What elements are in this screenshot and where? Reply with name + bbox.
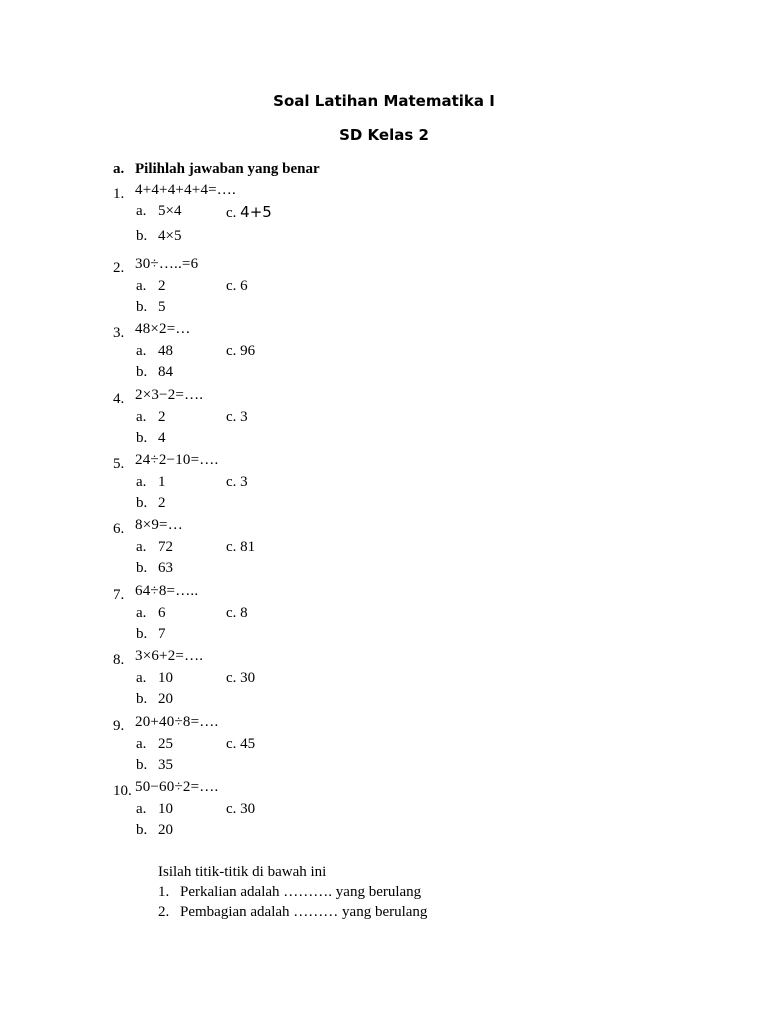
question-expression: 3×6+2=…. <box>135 648 204 664</box>
option-b-label: b. <box>136 626 148 642</box>
option-b-label: b. <box>136 691 148 707</box>
option-b-label: b. <box>136 299 148 315</box>
option-c-label: c. <box>226 343 237 359</box>
option-b-value: 7 <box>158 626 166 642</box>
option-b-label: b. <box>136 757 148 773</box>
option-c-label: c. <box>226 409 237 425</box>
option-a-label: a. <box>136 605 147 621</box>
question-expression: 4+4+4+4+4=…. <box>135 182 236 198</box>
option-a-label: a. <box>136 409 147 425</box>
question-number: 9. <box>113 718 125 734</box>
option-a-value: 72 <box>158 539 173 555</box>
option-a-label: a. <box>136 670 147 686</box>
fill-in-item-number: 2. <box>158 904 170 920</box>
option-b-value: 4 <box>158 430 166 446</box>
question-expression: 2×3−2=…. <box>135 387 204 403</box>
option-a-value: 48 <box>158 343 173 359</box>
question-number: 3. <box>113 325 125 341</box>
option-a-value: 1 <box>158 474 166 490</box>
option-a-value: 25 <box>158 736 173 752</box>
option-c-value: 3 <box>240 409 248 425</box>
option-c <box>226 474 248 491</box>
option-b-value: 20 <box>158 822 173 838</box>
option-c-value: 30 <box>240 801 256 817</box>
option-a-value: 10 <box>158 670 173 686</box>
question-expression: 24÷2−10=…. <box>135 452 219 468</box>
option-b-label: b. <box>136 560 148 576</box>
option-c-label: c. <box>226 205 237 221</box>
option-c-value: 3 <box>240 474 248 490</box>
option-c-label: c. <box>226 670 237 686</box>
option-c-value: 81 <box>240 539 256 555</box>
option-a-label: a. <box>136 203 147 219</box>
option-b-value: 4×5 <box>158 228 182 244</box>
question-number: 10. <box>113 783 132 799</box>
option-a-value: 6 <box>158 605 166 621</box>
page-subtitle: SD Kelas 2 <box>339 126 429 144</box>
option-c-value: 45 <box>240 736 256 752</box>
option-c-value: 30 <box>240 670 256 686</box>
option-c <box>226 539 255 556</box>
question-expression: 8×9=… <box>135 517 183 533</box>
option-c <box>226 409 248 426</box>
option-a-label: a. <box>136 801 147 817</box>
option-a-label: a. <box>136 278 147 294</box>
question-number: 2. <box>113 260 125 276</box>
option-c <box>226 605 248 622</box>
option-c <box>226 801 255 818</box>
option-a-value: 10 <box>158 801 173 817</box>
page-title: Soal Latihan Matematika I <box>273 92 495 110</box>
question-number: 8. <box>113 652 125 668</box>
option-c-value: 4+5 <box>240 203 272 221</box>
option-a-value: 2 <box>158 409 166 425</box>
fill-in-item-number: 1. <box>158 884 170 900</box>
option-a-label: a. <box>136 539 147 555</box>
option-c <box>226 203 272 222</box>
option-b-value: 5 <box>158 299 166 315</box>
option-c-label: c. <box>226 278 237 294</box>
option-a-label: a. <box>136 736 147 752</box>
option-c-label: c. <box>226 474 237 490</box>
option-b-value: 35 <box>158 757 173 773</box>
option-c-value: 6 <box>240 278 248 294</box>
question-expression: 64÷8=….. <box>135 583 199 599</box>
option-a-label: a. <box>136 343 147 359</box>
question-number: 5. <box>113 456 125 472</box>
option-b-value: 2 <box>158 495 166 511</box>
fill-in-item-text: Pembagian adalah ……… yang berulang <box>180 904 428 920</box>
option-c <box>226 670 255 687</box>
option-c <box>226 278 248 295</box>
option-c-label: c. <box>226 736 237 752</box>
section-a-heading <box>113 161 320 178</box>
option-a-value: 2 <box>158 278 166 294</box>
question-number: 4. <box>113 391 125 407</box>
question-number: 6. <box>113 521 125 537</box>
fill-in-heading: Isilah titik-titik di bawah ini <box>158 864 327 880</box>
fill-in-item-text: Perkalian adalah ………. yang berulang <box>180 884 422 900</box>
option-c <box>226 343 255 360</box>
option-b-label: b. <box>136 495 148 511</box>
option-a-value: 5×4 <box>158 203 182 219</box>
option-c-label: c. <box>226 539 237 555</box>
option-c-label: c. <box>226 605 237 621</box>
option-b-label: b. <box>136 364 148 380</box>
option-b-label: b. <box>136 822 148 838</box>
question-number: 1. <box>113 186 125 202</box>
option-b-value: 20 <box>158 691 173 707</box>
option-c-value: 8 <box>240 605 248 621</box>
question-expression: 30÷…..=6 <box>135 256 199 272</box>
question-expression: 48×2=… <box>135 321 191 337</box>
option-b-value: 84 <box>158 364 173 380</box>
section-a-label: Pilihlah jawaban yang benar <box>135 161 320 177</box>
option-b-value: 63 <box>158 560 173 576</box>
option-b-label: b. <box>136 430 148 446</box>
fill-in-section <box>158 864 428 920</box>
question-expression: 20+40÷8=…. <box>135 714 219 730</box>
question-expression: 50−60÷2=…. <box>135 779 219 795</box>
option-c <box>226 736 255 753</box>
question-number: 7. <box>113 587 125 603</box>
option-b-label: b. <box>136 228 148 244</box>
section-a-marker: a. <box>113 161 125 177</box>
option-c-value: 96 <box>240 343 256 359</box>
option-a-label: a. <box>136 474 147 490</box>
option-c-label: c. <box>226 801 237 817</box>
